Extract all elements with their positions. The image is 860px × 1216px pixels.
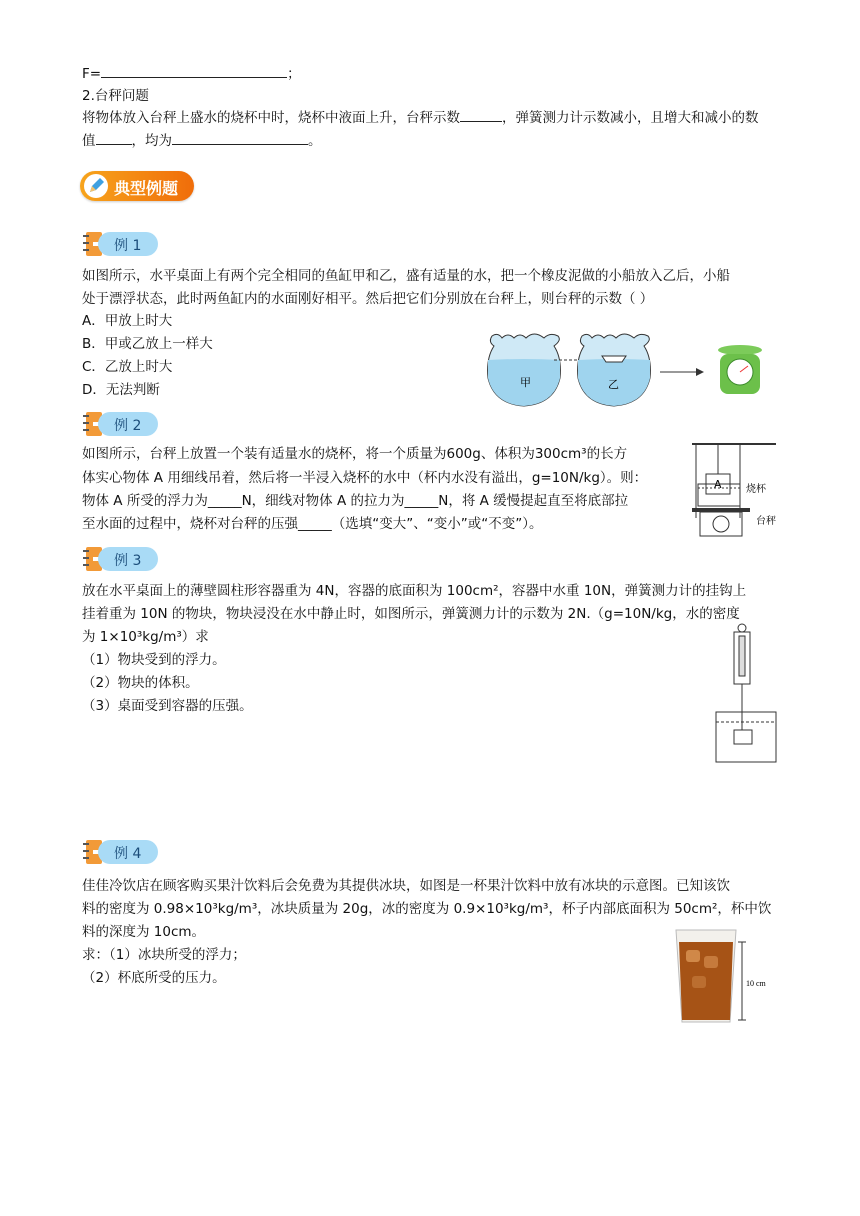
text-span: ，均为	[131, 133, 172, 149]
beaker-label: 烧杯	[746, 484, 766, 495]
answer-blank	[172, 130, 308, 145]
text-span: 将物体放入台秤上盛水的烧杯中时，烧杯中液面上升，台秤示数	[82, 110, 460, 126]
example-4-question: （2）杯底所受的压力。	[82, 970, 226, 986]
example-label: 例 3	[114, 553, 142, 569]
banner-label: 典型例题	[114, 179, 179, 198]
example-3-question: （2）物块的体积。	[82, 675, 199, 691]
example-label: 例 1	[114, 238, 142, 254]
example-2-text: 至水面的过程中，烧杯对台秤的压强_____（选填“变大”、“变小”或“不变”）。	[82, 516, 543, 532]
formula-label: F=	[82, 66, 102, 82]
example-label-pill	[98, 547, 158, 571]
text-span: 值	[82, 133, 96, 149]
block-label: A	[714, 478, 722, 491]
answer-blank	[101, 63, 287, 78]
example-4-text: 料的深度为 10cm。	[82, 924, 206, 940]
example-label-pill	[98, 840, 158, 864]
example-label: 例 2	[114, 418, 142, 434]
example-4-text: 佳佳冷饮店在顾客购买果汁饮料后会免费为其提供冰块，如图是一杯果汁饮料中放有冰块的示意图。已知该饮	[82, 878, 730, 894]
section2-para-line2	[82, 130, 782, 152]
text-span: 。	[308, 133, 322, 149]
beaker-scale-figure	[684, 438, 784, 538]
example-3-question: （3）桌面受到容器的压强。	[82, 698, 253, 714]
example-2-text: 体实心物体 A 用细线吊着，然后将一半浸入烧杯的水中（杯内水没有溢出，g=10N/kg）。则：	[82, 470, 648, 486]
example-1-text: 如图所示，水平桌面上有两个完全相同的鱼缸甲和乙，盛有适量的水，把一个橡皮泥做的小船放入乙后，小船	[82, 268, 730, 284]
example-1-text: 处于漂浮状态，此时两鱼缸内的水面刚好相平。然后把它们分别放在台秤上，则台秤的示数（ ）	[82, 291, 654, 307]
tank-a-label: 甲	[520, 376, 531, 389]
answer-blank	[96, 130, 132, 145]
example-2-text: 如图所示，台秤上放置一个装有适量水的烧杯，将一个质量为600g、体积为300cm³的长方	[82, 446, 628, 462]
formula-tail: ；	[287, 66, 301, 82]
section2-title: 2.台秤问题	[82, 88, 149, 104]
depth-label: 10 cm	[746, 979, 766, 988]
option-c: C．乙放上时大	[82, 359, 173, 375]
typical-examples-banner	[80, 171, 194, 201]
example-3-question: （1）物块受到的浮力。	[82, 652, 226, 668]
tank-b-label: 乙	[608, 378, 619, 391]
scale-label: 台秤	[756, 516, 776, 527]
text-span: ，弹簧测力计示数减小，且增大和减小的数	[502, 110, 759, 126]
spring-scale-figure	[712, 622, 782, 764]
example-label: 例 4	[114, 846, 142, 862]
example-3-text: 挂着重为 10N 的物块，物块浸没在水中静止时，如图所示，弹簧测力计的示数为 2N.（g=10N/kg，水的密度	[82, 606, 740, 622]
example-label-pill	[98, 232, 158, 256]
example-3-text: 放在水平桌面上的薄壁圆柱形容器重为 4N，容器的底面积为 100cm²，容器中水重 10N，弹簧测力计的挂钩上	[82, 583, 747, 599]
fish-tank-figure	[484, 328, 784, 408]
option-a: A．甲放上时大	[82, 313, 173, 329]
answer-blank	[460, 107, 502, 122]
option-b: B．甲或乙放上一样大	[82, 336, 213, 352]
scale-icon	[718, 345, 762, 394]
example-4-question: 求：（1）冰块所受的浮力；	[82, 947, 246, 963]
formula-line	[82, 63, 782, 85]
pencil-icon	[84, 174, 108, 198]
section2-para-line1	[82, 107, 782, 129]
example-2-text: 物体 A 所受的浮力为_____N，细线对物体 A 的拉力为_____N，将 A 缓慢提起直至将底部拉	[82, 493, 629, 509]
example-label-pill	[98, 412, 158, 436]
example-3-text: 为 1×10³kg/m³）求	[82, 629, 209, 645]
juice-cup-figure	[670, 926, 780, 1026]
option-d: D．无法判断	[82, 382, 160, 398]
example-4-text: 料的密度为 0.98×10³kg/m³，冰块质量为 20g，冰的密度为 0.9×10³kg/m³，杯子内部底面积为 50cm²，杯中饮	[82, 901, 772, 917]
